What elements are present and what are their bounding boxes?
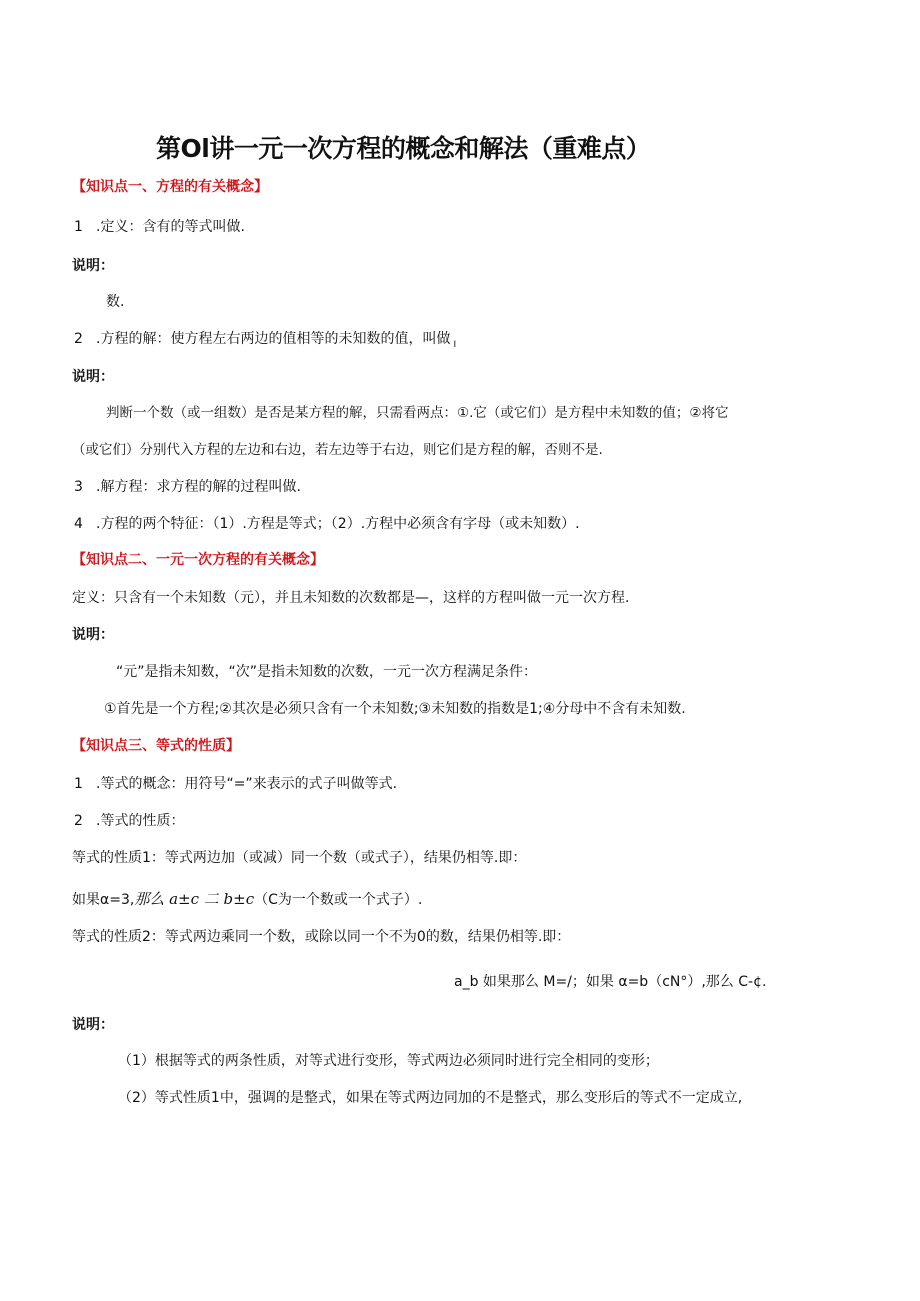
section-2-heading: 【知识点二、一元一次方程的有关概念】 xyxy=(72,552,324,568)
section-1-heading: 【知识点一、方程的有关概念】 xyxy=(72,179,268,195)
s2-note-label: 说明： xyxy=(72,627,114,643)
s3-property-1-example xyxy=(72,889,422,910)
s1-item-3-text: .解方程：求方程的解的过程叫做. xyxy=(96,479,301,495)
s3-item-2-text: .等式的性质： xyxy=(96,813,185,829)
s3-item-2-number: 2 xyxy=(74,813,83,829)
s2-definition: 定义：只含有一个未知数（元），并且未知数的次数都是—，这样的方程叫做一元一次方程. xyxy=(72,590,630,606)
s1-item-2-text: .方程的解：使方程左右两边的值相等的未知数的值，叫做 xyxy=(96,331,451,347)
s3-property-2: 等式的性质2：等式两边乘同一个数，或除以同一个不为0的数，结果仍相等.即： xyxy=(72,929,571,945)
s1-item-3 xyxy=(74,477,301,497)
s3-example-then: 那么 a±c 二 b±c xyxy=(134,890,255,908)
s1-item-4-number: 4 xyxy=(74,516,83,532)
s1-item-2 xyxy=(74,329,456,355)
s1-item-4 xyxy=(74,514,580,534)
s3-item-2 xyxy=(74,811,184,831)
s3-item-1 xyxy=(74,774,397,794)
s1-note2-line-1: 判断一个数（或一组数）是否是某方程的解，只需看两点：①.它（或它们）是方程中未知数的值；②将它 xyxy=(106,405,729,421)
s1-note-text: 数. xyxy=(106,294,125,310)
s1-note2-line-2: （或它们）分别代入方程的左边和右边，若左边等于右边，则它们是方程的解，否则不是. xyxy=(72,442,603,458)
s1-item-1 xyxy=(74,217,245,237)
s1-note-label: 说明： xyxy=(72,258,114,274)
s1-item-2-number: 2 xyxy=(74,331,83,347)
s3-item-1-number: 1 xyxy=(74,776,83,792)
s3-property-1: 等式的性质1：等式两边加（或减）同一个数（或式子），结果仍相等.即： xyxy=(72,850,527,866)
s3-note-line-2: （2）等式性质1中，强调的是整式，如果在等式两边同加的不是整式，那么变形后的等式不一定成立, xyxy=(118,1090,743,1106)
s2-note-line-1: “元”是指未知数，“次”是指未知数的次数，一元一次方程满足条件： xyxy=(116,664,538,680)
s3-example-if: 如果α=3, xyxy=(72,892,135,908)
s3-property-2-example: a_b 如果那么 M=/；如果 α=b（cN°）,那么 C-¢. xyxy=(454,974,767,990)
s2-note-line-2: ①首先是一个方程;②其次是必须只含有一个未知数;③未知数的指数是1;④分母中不含有未知数. xyxy=(104,701,686,717)
page-title: 第Ol讲一元一次方程的概念和解法（重难点） xyxy=(156,134,651,163)
s1-item-3-number: 3 xyxy=(74,479,83,495)
s3-item-1-text: .等式的概念：用符号“=”来表示的式子叫做等式. xyxy=(96,776,398,792)
s3-note-label: 说明： xyxy=(72,1017,114,1033)
s3-note-line-1: （1）根据等式的两条性质，对等式进行变形，等式两边必须同时进行完全相同的变形； xyxy=(118,1053,659,1069)
s3-example-note: （C为一个数或一个式子）. xyxy=(254,892,423,908)
s1-item-1-text: .定义：含有的等式叫做. xyxy=(96,219,245,235)
s1-item-1-number: 1 xyxy=(74,219,83,235)
s1-note2-label: 说明： xyxy=(72,369,114,385)
section-3-heading: 【知识点三、等式的性质】 xyxy=(72,738,240,754)
s1-item-4-text: .方程的两个特征：（1）.方程是等式；（2）.方程中必须含有字母（或未知数）. xyxy=(96,516,580,532)
s1-item-2-mark: I xyxy=(453,340,457,350)
